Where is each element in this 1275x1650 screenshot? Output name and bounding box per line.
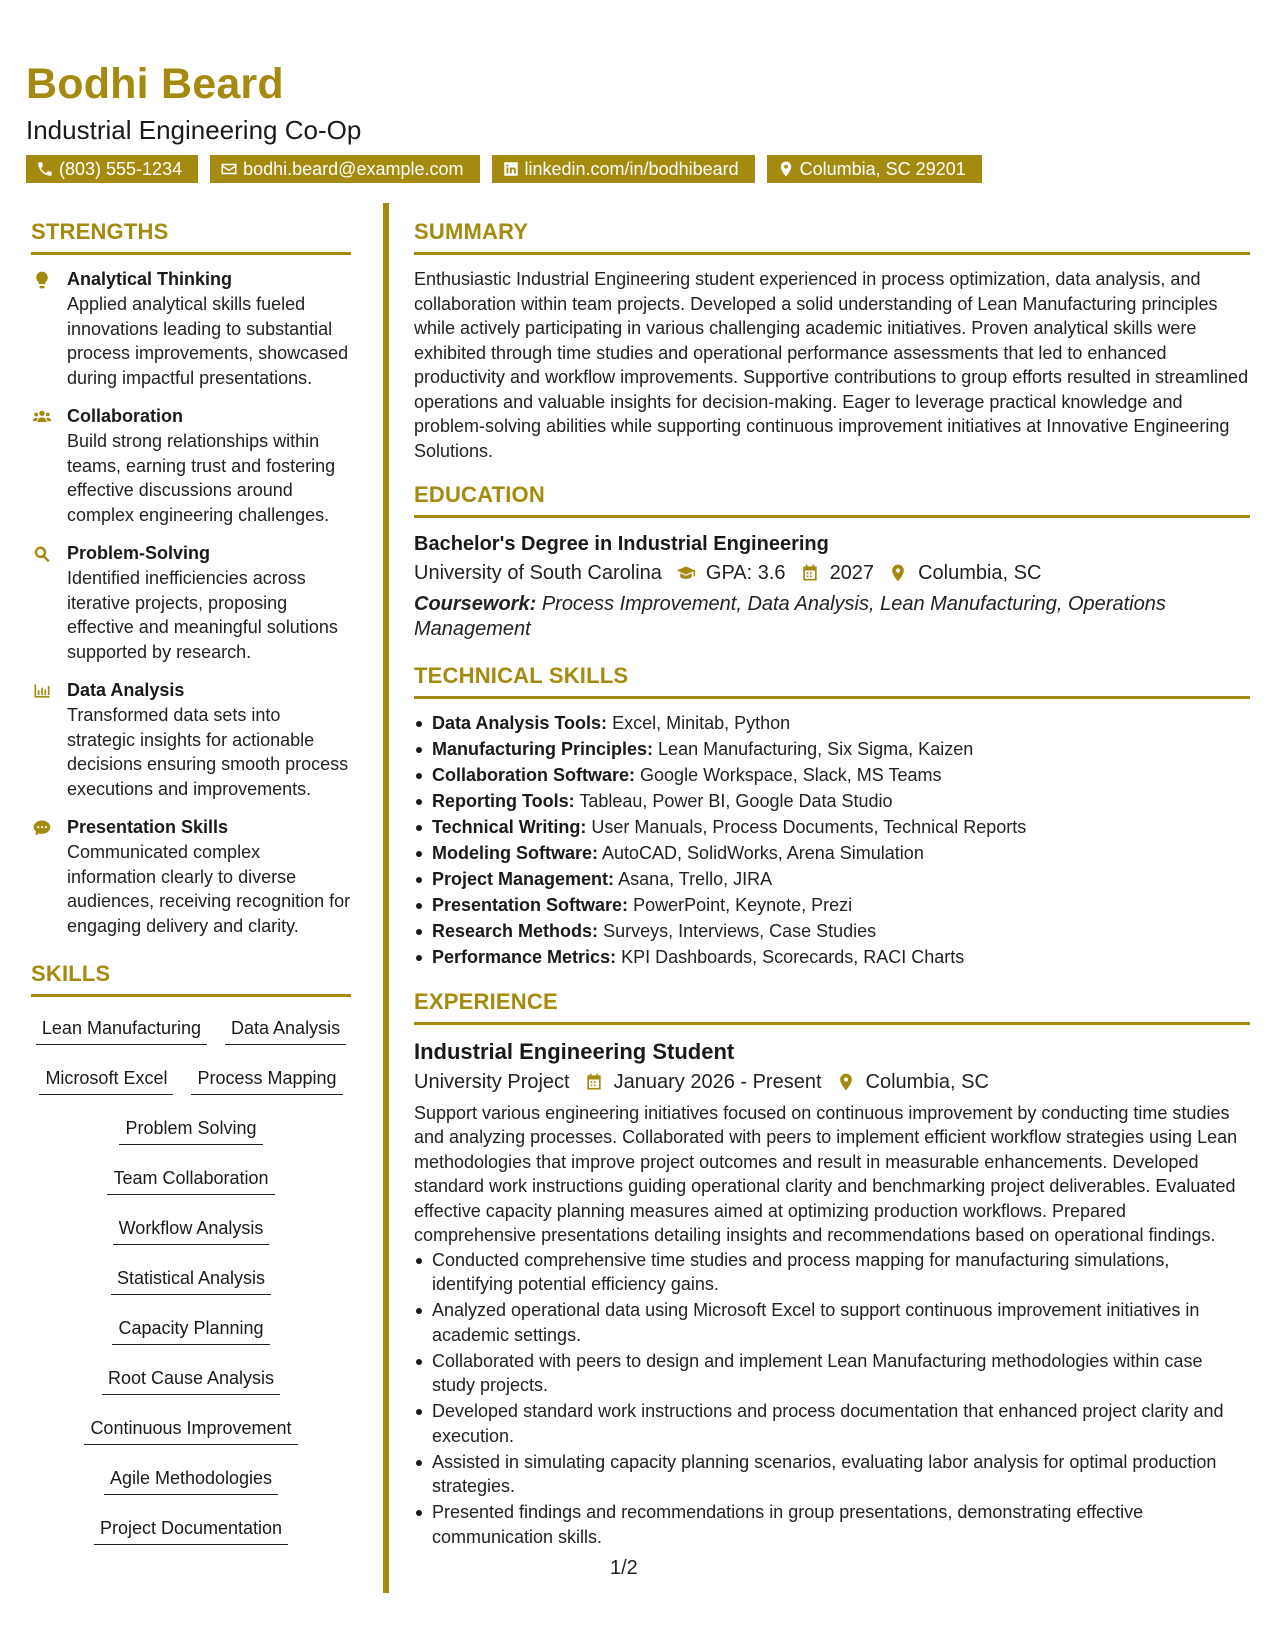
strengths-heading: STRENGTHS <box>31 218 351 255</box>
coursework-label: Coursework: <box>414 593 537 615</box>
linkedin-text: linkedin.com/in/bodhibeard <box>524 159 739 179</box>
skill-tag: Statistical Analysis <box>111 1259 271 1295</box>
job-location: Columbia, SC <box>865 1070 989 1093</box>
resume-header <box>26 58 1256 183</box>
list-item: Research Methods: Surveys, Interviews, Case Studies <box>414 919 1250 944</box>
list-item: Data Analysis Tools: Excel, Minitab, Python <box>414 711 1250 736</box>
job-bullets <box>414 1248 1250 1550</box>
strength-title: Analytical Thinking <box>67 269 233 289</box>
job-summary: Support various engineering initiatives focused on continuous improvement by conducting time studies and analyzing processes. Collaborated with peers to implement efficient workflow strategies using Lean methodologies that improve project outcomes and result in measurable enhancements. Developed standard work instructions guiding operational clarity and benchmarking project deliverables. Evaluated effective capacity planning measures aimed at optimizing production workflows. Prepared comprehensive presentations detailing insights and recommendations based on operational findings. <box>414 1102 1238 1245</box>
column-divider <box>383 203 389 1593</box>
skill-tag: Continuous Improvement <box>84 1409 297 1445</box>
map-pin-icon <box>777 160 795 178</box>
calendar-icon <box>584 1072 604 1092</box>
skill-tag: Data Analysis <box>225 1009 346 1045</box>
email-text: bodhi.beard@example.com <box>243 159 464 179</box>
experience-heading: EXPERIENCE <box>414 988 1250 1025</box>
candidate-role: Industrial Engineering Co-Op <box>26 115 362 145</box>
linkedin-icon <box>502 160 520 178</box>
strength-title: Problem-Solving <box>67 543 211 563</box>
envelope-icon <box>220 160 238 178</box>
strength-desc: Build strong relationships within teams, earning trust and fostering effective discussions around complex engineering challenges. <box>67 431 336 525</box>
strength-item <box>31 678 351 801</box>
list-item: Presented findings and recommendations in group presentations, demonstrating effective communication skills. <box>414 1500 1250 1549</box>
experience-meta <box>414 1067 1250 1097</box>
skill-tag: Project Documentation <box>94 1509 288 1545</box>
list-item: Collaboration Software: Google Workspace, Slack, MS Teams <box>414 763 1250 788</box>
coursework <box>414 592 1250 642</box>
strength-desc: Identified inefficiencies across iterative projects, proposing effective and meaningful solutions supported by research. <box>67 568 338 662</box>
skill-tag: Team Collaboration <box>107 1159 274 1195</box>
strength-item <box>31 541 351 664</box>
education-heading: EDUCATION <box>414 481 1250 518</box>
calendar-icon <box>800 563 820 583</box>
search-icon <box>31 544 53 564</box>
coursework-text: Process Improvement, Data Analysis, Lean Manufacturing, Operations Management <box>414 593 1166 640</box>
skill-tag: Microsoft Excel <box>39 1059 173 1095</box>
summary-text: Enthusiastic Industrial Engineering student experienced in process optimization, data analysis, and collaboration within team projects. Developed a solid understanding of Lean Manufacturing principles while actively participating in various challenging academic initiatives. Proven analytical skills were exhibited through time studies and operational performance assessments that led to enhanced productivity and workflow improvements. Supportive contributions to group efforts resulted in streamlined operations and valuable insights for decision-making. Eager to leverage practical knowledge and problem-solving abilities while supporting continuous improvement initiatives at Innovative Engineering Solutions. <box>414 269 1249 461</box>
list-item: Developed standard work instructions and process documentation that enhanced project clarity and execution. <box>414 1399 1250 1448</box>
list-item: Performance Metrics: KPI Dashboards, Scorecards, RACI Charts <box>414 945 1250 970</box>
graduation-cap-icon <box>676 563 696 583</box>
skill-tag: Workflow Analysis <box>113 1209 270 1245</box>
list-item: Conducted comprehensive time studies and process mapping for manufacturing simulations, identifying potential efficiency gains. <box>414 1248 1250 1297</box>
map-pin-icon <box>836 1072 856 1092</box>
speech-bubble-icon <box>31 818 53 838</box>
strength-item <box>31 267 351 390</box>
page-number: 1/2 <box>610 1557 638 1579</box>
list-item: Collaborated with peers to design and implement Lean Manufacturing methodologies within case study projects. <box>414 1349 1250 1398</box>
users-icon <box>31 407 53 427</box>
list-item: Project Management: Asana, Trello, JIRA <box>414 867 1250 892</box>
job-title: Industrial Engineering Student <box>414 1038 735 1064</box>
education-location: Columbia, SC <box>918 562 1042 584</box>
skills-heading: SKILLS <box>31 960 351 997</box>
location-contact <box>767 155 982 183</box>
email-contact[interactable] <box>210 155 479 183</box>
list-item: Modeling Software: AutoCAD, SolidWorks, Arena Simulation <box>414 841 1250 866</box>
strength-title: Collaboration <box>67 406 183 426</box>
job-dates: January 2026 - Present <box>613 1070 822 1093</box>
strength-title: Presentation Skills <box>67 817 229 837</box>
skill-tag: Problem Solving <box>119 1109 262 1145</box>
phone-contact[interactable] <box>26 155 198 183</box>
summary-heading: SUMMARY <box>414 218 1250 255</box>
strength-title: Data Analysis <box>67 680 185 700</box>
technical-skills-heading: TECHNICAL SKILLS <box>414 662 1250 699</box>
skills-list <box>31 1009 351 1559</box>
gpa-text: GPA: 3.6 <box>705 562 786 584</box>
skill-tag: Capacity Planning <box>112 1309 269 1345</box>
map-pin-icon <box>888 563 908 583</box>
degree-title: Bachelor's Degree in Industrial Engineering <box>414 533 829 555</box>
list-item: Assisted in simulating capacity planning scenarios, evaluating labor analysis for optimal production strategies. <box>414 1450 1250 1499</box>
contact-bar <box>26 155 1256 183</box>
list-item: Manufacturing Principles: Lean Manufacturing, Six Sigma, Kaizen <box>414 737 1250 762</box>
location-text: Columbia, SC 29201 <box>799 159 966 179</box>
phone-text: (803) 555-1234 <box>59 159 183 179</box>
strength-desc: Applied analytical skills fueled innovations leading to substantial process improvements, showcased during impactful presentations. <box>67 294 349 388</box>
linkedin-contact[interactable] <box>492 155 755 183</box>
list-item: Technical Writing: User Manuals, Process Documents, Technical Reports <box>414 815 1250 840</box>
technical-skills-list <box>414 711 1250 970</box>
strength-desc: Transformed data sets into strategic insights for actionable decisions ensuring smooth process executions and improvements. <box>67 705 349 799</box>
school-name: University of South Carolina <box>414 562 662 584</box>
lightbulb-icon <box>31 270 53 290</box>
strength-item <box>31 404 351 527</box>
list-item: Analyzed operational data using Microsoft Excel to support continuous improvement initiatives in academic settings. <box>414 1298 1250 1347</box>
organization-name: University Project <box>414 1070 570 1093</box>
education-meta <box>414 558 1250 588</box>
skill-tag: Process Mapping <box>191 1059 342 1095</box>
list-item: Presentation Software: PowerPoint, Keynote, Prezi <box>414 893 1250 918</box>
phone-icon <box>36 160 54 178</box>
left-column <box>31 218 351 1559</box>
strength-desc: Communicated complex information clearly to diverse audiences, receiving recognition for engaging delivery and clarity. <box>67 842 351 936</box>
right-column <box>414 218 1250 1551</box>
skill-tag: Agile Methodologies <box>104 1459 278 1495</box>
bar-chart-icon <box>31 681 53 701</box>
list-item: Reporting Tools: Tableau, Power BI, Google Data Studio <box>414 789 1250 814</box>
strength-item <box>31 815 351 938</box>
skill-tag: Lean Manufacturing <box>36 1009 207 1045</box>
graduation-year: 2027 <box>829 562 875 584</box>
skill-tag: Root Cause Analysis <box>102 1359 280 1395</box>
candidate-name: Bodhi Beard <box>26 60 284 108</box>
